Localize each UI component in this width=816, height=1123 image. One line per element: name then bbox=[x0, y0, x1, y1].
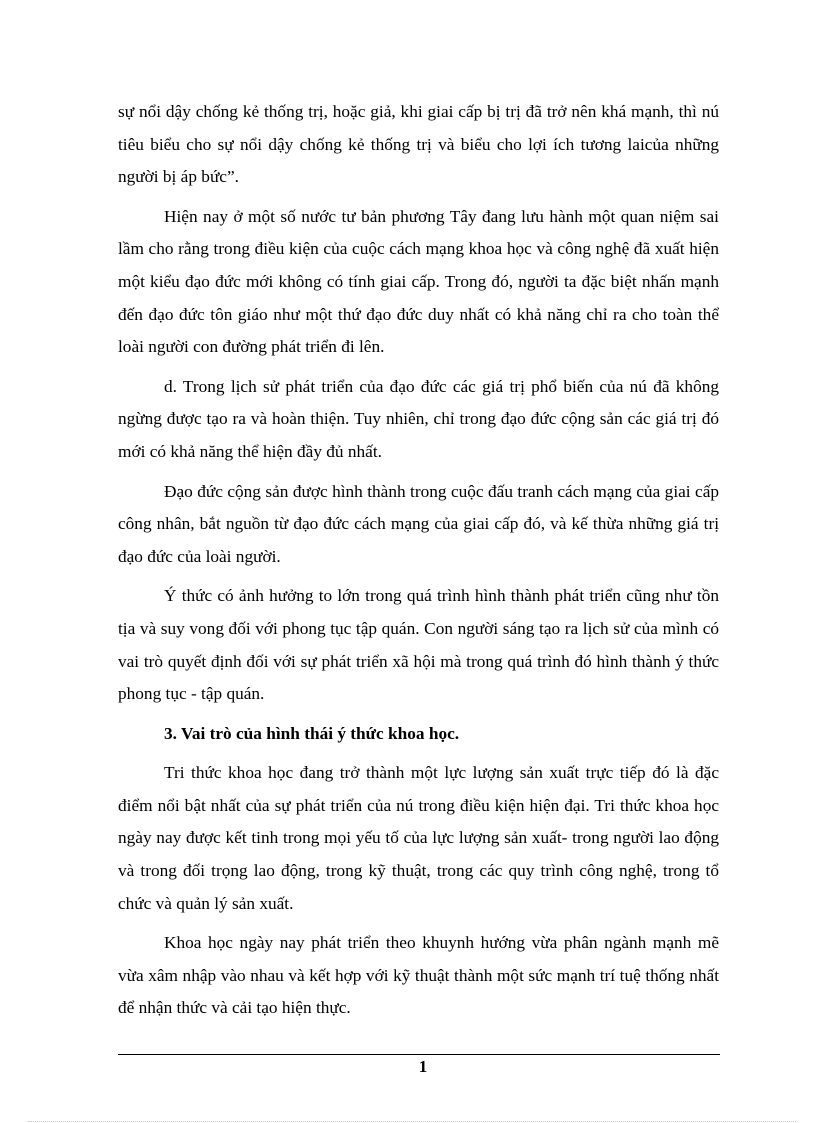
document-body bbox=[118, 96, 719, 1032]
paragraph-continuation: sự nổi dậy chống kẻ thống trị, hoặc giả, khi giai cấp bị trị đã trở nên khá mạnh, thì nú tiêu biểu cho sự nổi dậy chống kẻ thống trị và biểu cho lợi ích tương laicủa những người bị áp bức”. bbox=[118, 102, 719, 187]
page-bottom-dotted-border bbox=[28, 1121, 796, 1122]
paragraph-customs: Ý thức có ảnh hưởng to lớn trong quá trình hình thành phát triển cũng như tồn tịa và suy vong đối với phong tục tập quán. Con người sáng tạo ra lịch sử của mình có vai trò quyết định đối với sự phát triển xã hội mà trong quá trình đó hình thành ý thức phong tục - tập quán. bbox=[118, 586, 719, 704]
paragraph-universal-values: d. Trong lịch sử phát triển của đạo đức các giá trị phổ biến của nú đã không ngừng được tạo ra và hoàn thiện. Tuy nhiên, chỉ trong đạo đức cộng sản các giá trị đó mới có khả năng thể hiện đầy đủ nhất. bbox=[118, 376, 719, 461]
paragraph-communist-ethics: Đạo đức cộng sản được hình thành trong cuộc đấu tranh cách mạng của giai cấp công nhân, bắt nguồn từ đạo đức cách mạng của giai cấp đó, và kế thừa những giá trị đạo đức của loài người. bbox=[118, 481, 719, 566]
paragraph-science-trends: Khoa học ngày nay phát triển theo khuynh hướng vừa phân ngành mạnh mẽ vừa xâm nhập vào nhau và kết hợp với kỹ thuật thành một sức mạnh trí tuệ thống nhất để nhận thức và cải tạo hiện thực. bbox=[118, 933, 719, 1018]
section-heading: 3. Vai trò của hình thái ý thức khoa học. bbox=[164, 723, 460, 743]
paragraph-scientific-knowledge: Tri thức khoa học đang trở thành một lực lượng sản xuất trực tiếp đó là đặc điểm nổi bật nhất của sự phát triển của nú trong điều kiện hiện đại. Tri thức khoa học ngày nay được kết tinh trong mọi yếu tố của lực lượng sản xuất- trong người lao động và trong đối trọng lao động, trong kỹ thuật, trong các quy trình công nghệ, trong tổ chức và quản lý sản xuất. bbox=[118, 763, 719, 913]
footer-divider bbox=[118, 1054, 720, 1055]
paragraph-western-ethics: Hiện nay ở một số nước tư bản phương Tây đang lưu hành một quan niệm sai lầm cho rằng trong điều kiện của cuộc cách mạng khoa học và công nghệ đã xuất hiện một kiểu đạo đức mới không có tính giai cấp. Trong đó, người ta đặc biệt nhấn mạnh đến đạo đức tôn giáo như một thứ đạo đức duy nhất có khả năng chỉ ra cho toàn thể loài người con đường phát triển đi lên. bbox=[118, 206, 719, 357]
page-number: 1 bbox=[418, 1057, 428, 1076]
